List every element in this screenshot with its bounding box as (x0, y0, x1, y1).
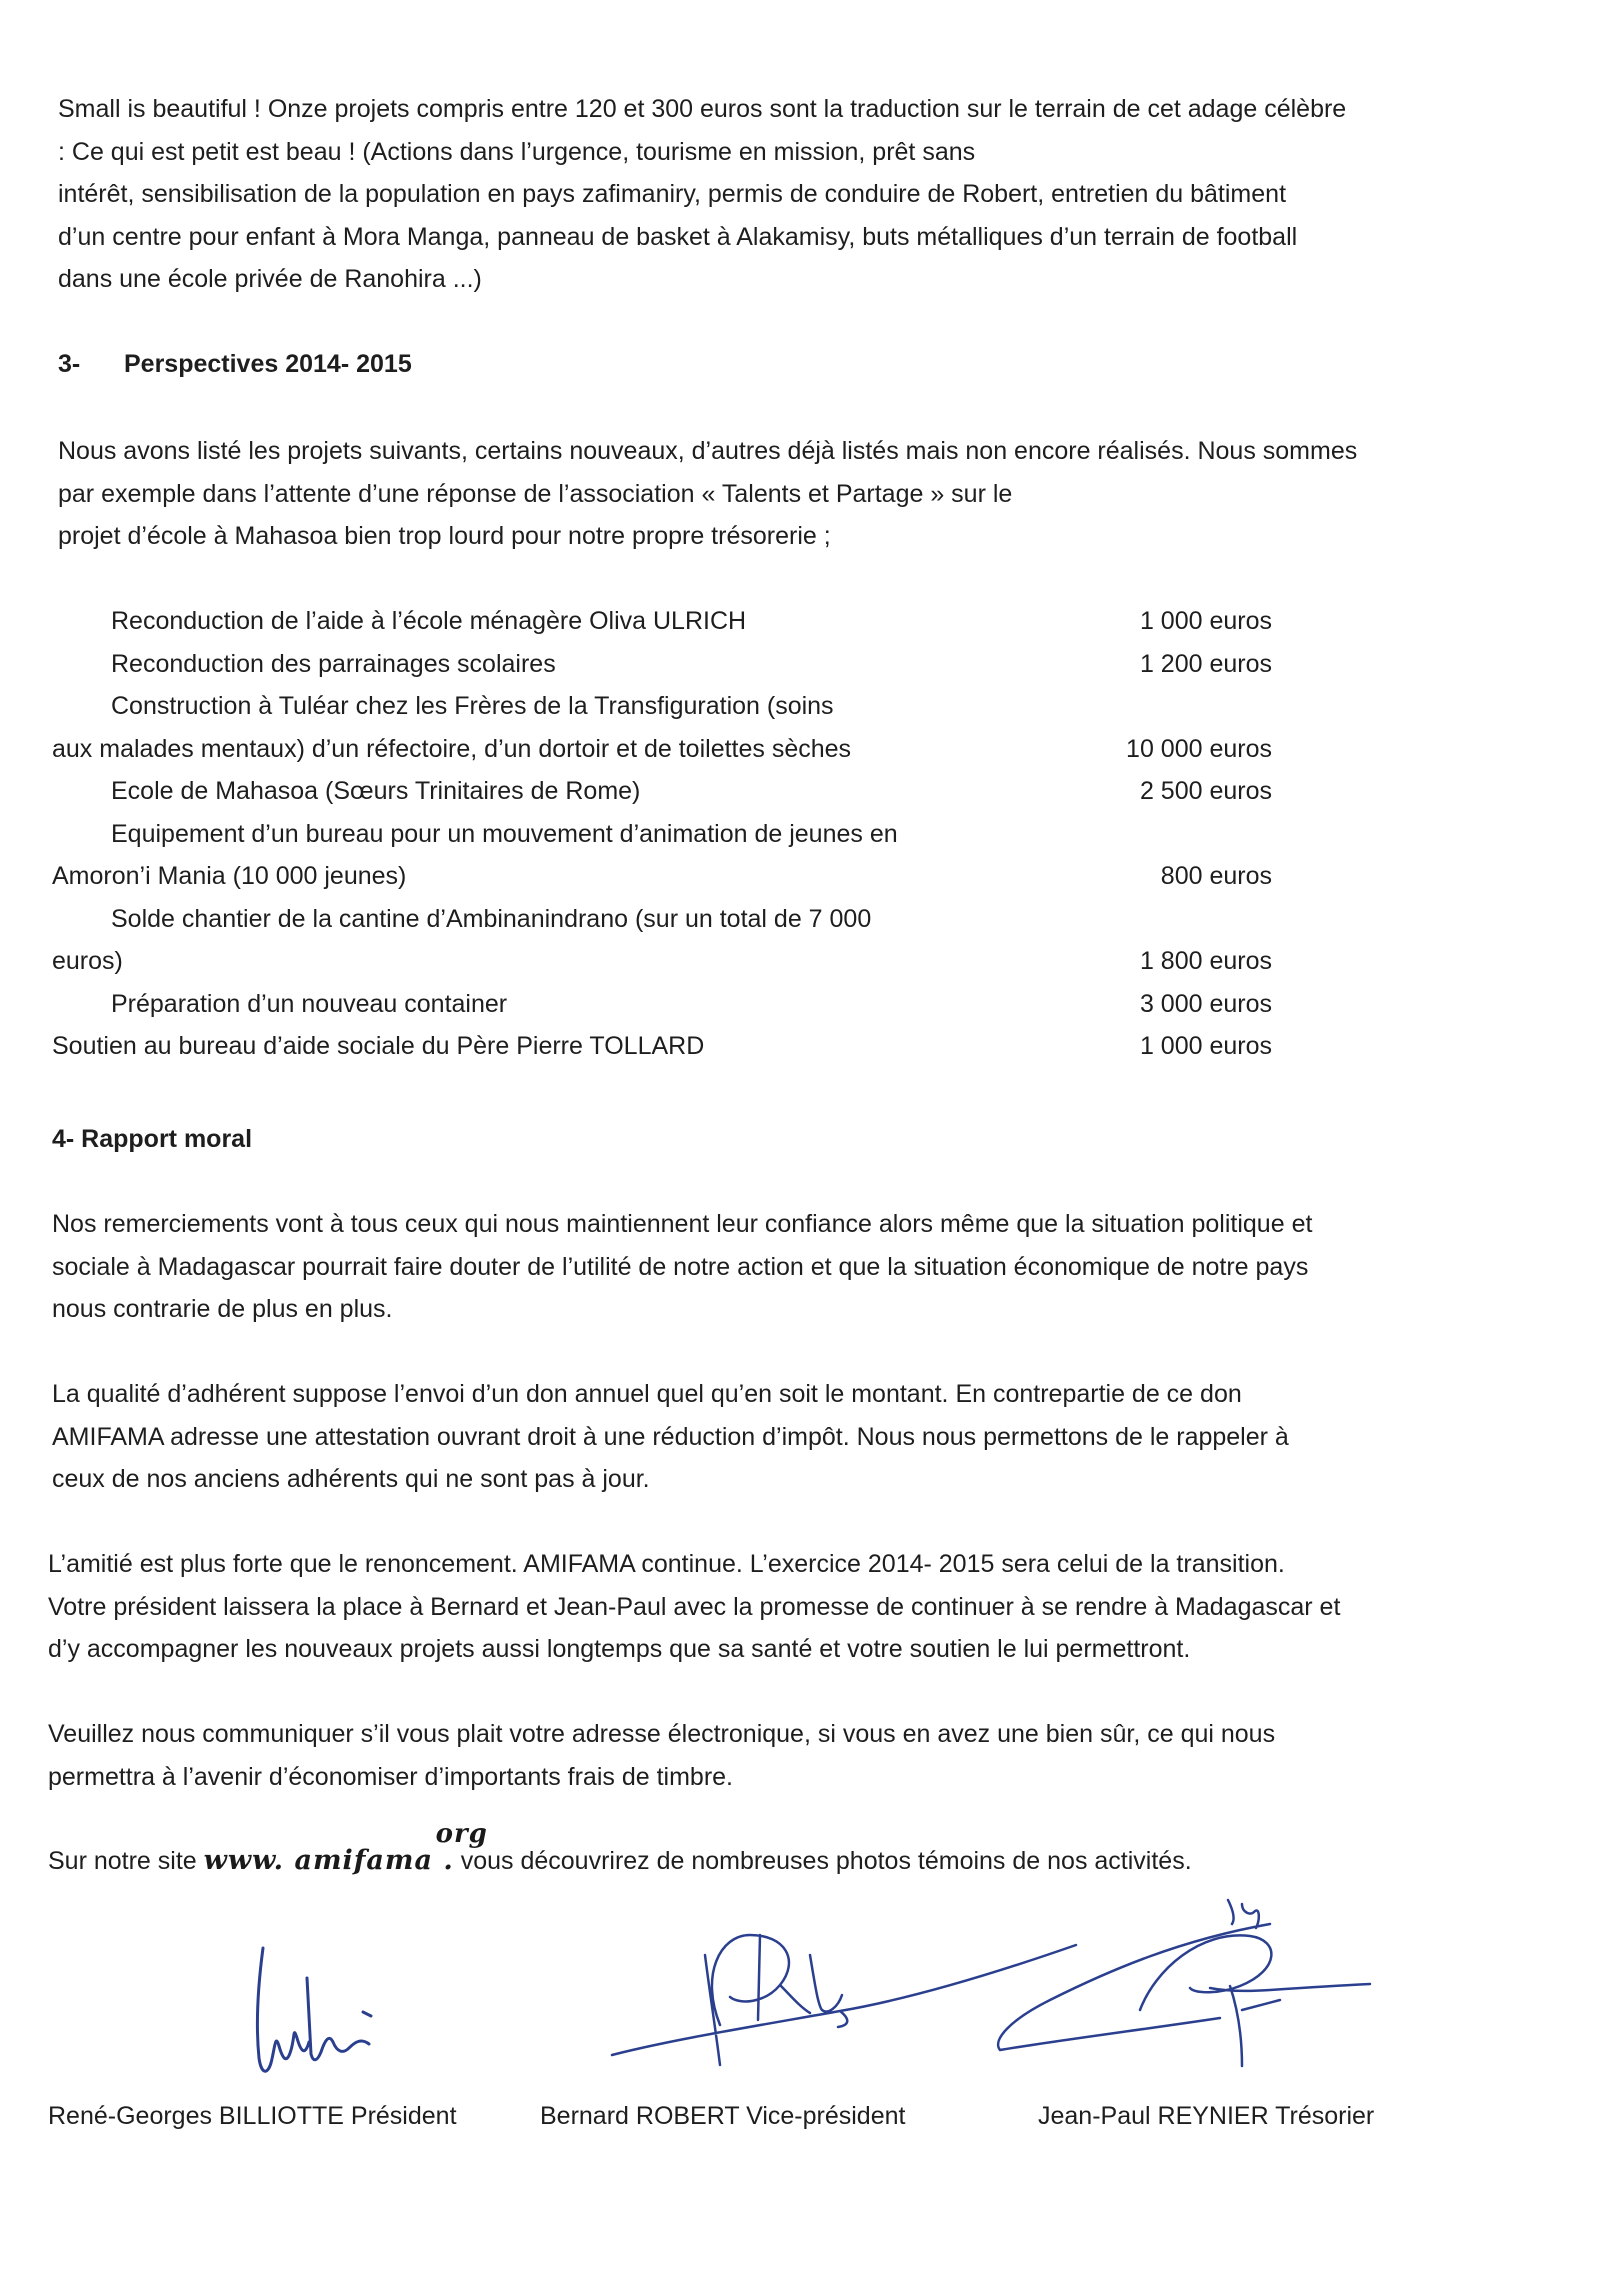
budget-row (52, 983, 1272, 1026)
report-paragraph-email (48, 1713, 1528, 1798)
report-line: Votre président laissera la place à Bernard et Jean-Paul avec la promesse de continuer à se rendre à Madagascar et (48, 1592, 1341, 1621)
handwritten-url: www. amifama . (203, 1845, 454, 1876)
intro-line: dans une école privée de Ranohira ...) (58, 265, 482, 293)
signature-treasurer (980, 1890, 1380, 2070)
budget-item-label: Reconduction de l’aide à l’école ménagère Oliva ULRICH (111, 607, 747, 635)
website-text-before: Sur notre site (48, 1847, 204, 1875)
budget-row (52, 940, 1272, 983)
budget-row (52, 728, 1272, 771)
budget-item-label: aux malades mentaux) d’un réfectoire, d’un dortoir et de toilettes sèches (52, 734, 852, 763)
handwritten-website (203, 1819, 488, 1876)
section-4-title: 4- Rapport moral (52, 1125, 253, 1153)
intro-line: Small is beautiful ! Onze projets compris entre 120 et 300 euros sont la traduction sur le terrain de cet adage célèbre (58, 95, 1347, 123)
report-line: L’amitié est plus forte que le renoncement. AMIFAMA continue. L’exercice 2014- 2015 sera celui de la transition. (48, 1550, 1285, 1578)
budget-item-amount: 1 000 euros (1139, 1032, 1272, 1060)
intro-line: d’un centre pour enfant à Mora Manga, panneau de basket à Alakamisy, buts métalliques d’un terrain de football (58, 222, 1298, 251)
budget-row (52, 855, 1272, 898)
budget-row (52, 685, 1272, 728)
report-line: d’y accompagner les nouveaux projets aussi longtemps que sa santé et votre soutien le lui permettront. (48, 1635, 1191, 1663)
report-line: Nos remerciements vont à tous ceux qui nous maintiennent leur confiance alors même que la situation politique et (52, 1210, 1313, 1238)
section-3-line: projet d’école à Mahasoa bien trop lourd pour notre propre trésorerie ; (58, 522, 831, 550)
budget-item-amount: 800 euros (1160, 862, 1272, 890)
budget-item-label: Ecole de Mahasoa (Sœurs Trinitaires de Rome) (111, 777, 641, 805)
report-line: sociale à Madagascar pourrait faire douter de l’utilité de notre action et que la situation économique de notre pays (52, 1252, 1309, 1281)
section-3-number: 3- (58, 350, 81, 378)
budget-list (52, 600, 1272, 1068)
budget-item-label: euros) (52, 947, 123, 975)
budget-item-amount: 1 200 euros (1139, 649, 1272, 678)
report-line: Veuillez nous communiquer s’il vous plait votre adresse électronique, si vous en avez une bien sûr, ce qui nous (48, 1720, 1276, 1748)
intro-line: : Ce qui est petit est beau ! (Actions dans l’urgence, tourisme en mission, prêt sans (58, 137, 976, 166)
budget-item-label: Soutien au bureau d’aide sociale du Père Pierre TOLLARD (52, 1032, 705, 1060)
signatory-vice-president-name: Bernard ROBERT Vice-président (540, 2102, 906, 2130)
report-paragraph-membership (52, 1373, 1532, 1501)
budget-item-label: Reconduction des parrainages scolaires (111, 649, 556, 678)
report-line: nous contrarie de plus en plus. (52, 1295, 393, 1323)
website-line (48, 1819, 1192, 1883)
report-line: La qualité d’adhérent suppose l’envoi d’un don annuel quel qu’en soit le montant. En contrepartie de ce don (52, 1380, 1242, 1408)
section-3-line: Nous avons listé les projets suivants, certains nouveaux, d’autres déjà listés mais non encore réalisés. Nous sommes (58, 437, 1358, 465)
report-paragraph-transition (48, 1543, 1528, 1671)
intro-paragraph (58, 88, 1538, 301)
section-3-title: Perspectives 2014- 2015 (124, 350, 412, 378)
budget-item-label: Solde chantier de la cantine d’Ambinanindrano (sur un total de 7 000 (111, 904, 872, 933)
budget-row (52, 1025, 1272, 1068)
intro-line: intérêt, sensibilisation de la population en pays zafimaniry, permis de conduire de Robert, entretien du bâtiment (58, 180, 1287, 208)
budget-item-amount: 3 000 euros (1139, 989, 1272, 1018)
budget-item-label: Amoron’i Mania (10 000 jeunes) (52, 862, 407, 890)
report-paragraph-thanks (52, 1203, 1532, 1331)
budget-row (52, 898, 1272, 941)
section-3-line: par exemple dans l’attente d’une réponse de l’association « Talents et Partage » sur le (58, 479, 1013, 508)
budget-item-label: Construction à Tuléar chez les Frères de la Transfiguration (soins (111, 692, 834, 720)
section-3-intro (58, 430, 1538, 558)
budget-item-amount: 1 000 euros (1139, 607, 1272, 635)
signatory-president-name: René-Georges BILLIOTTE Président (48, 2102, 457, 2130)
budget-row (52, 600, 1272, 643)
report-line: permettra à l’avenir d’économiser d’importants frais de timbre. (48, 1762, 733, 1791)
report-line: ceux de nos anciens adhérents qui ne sont pas à jour. (52, 1465, 650, 1493)
budget-item-amount: 10 000 euros (1126, 734, 1272, 763)
signatory-treasurer-name: Jean-Paul REYNIER Trésorier (1038, 2102, 1375, 2130)
budget-item-label: Equipement d’un bureau pour un mouvement d’animation de jeunes en (111, 819, 898, 848)
section-4-heading (52, 1125, 252, 1154)
section-3-heading (58, 350, 412, 379)
website-text-after: vous découvrirez de nombreuses photos témoins de nos activités. (453, 1847, 1192, 1875)
budget-row (52, 813, 1272, 856)
budget-row (52, 770, 1272, 813)
signature-president (245, 1938, 425, 2088)
budget-item-label: Préparation d’un nouveau container (111, 989, 508, 1018)
budget-item-amount: 1 800 euros (1139, 947, 1272, 975)
report-line: AMIFAMA adresse une attestation ouvrant droit à une réduction d’impôt. Nous nous permettons de le rappeler à (52, 1422, 1289, 1451)
budget-row (52, 643, 1272, 686)
handwritten-org: org (435, 1819, 488, 1849)
budget-item-amount: 2 500 euros (1139, 777, 1272, 805)
